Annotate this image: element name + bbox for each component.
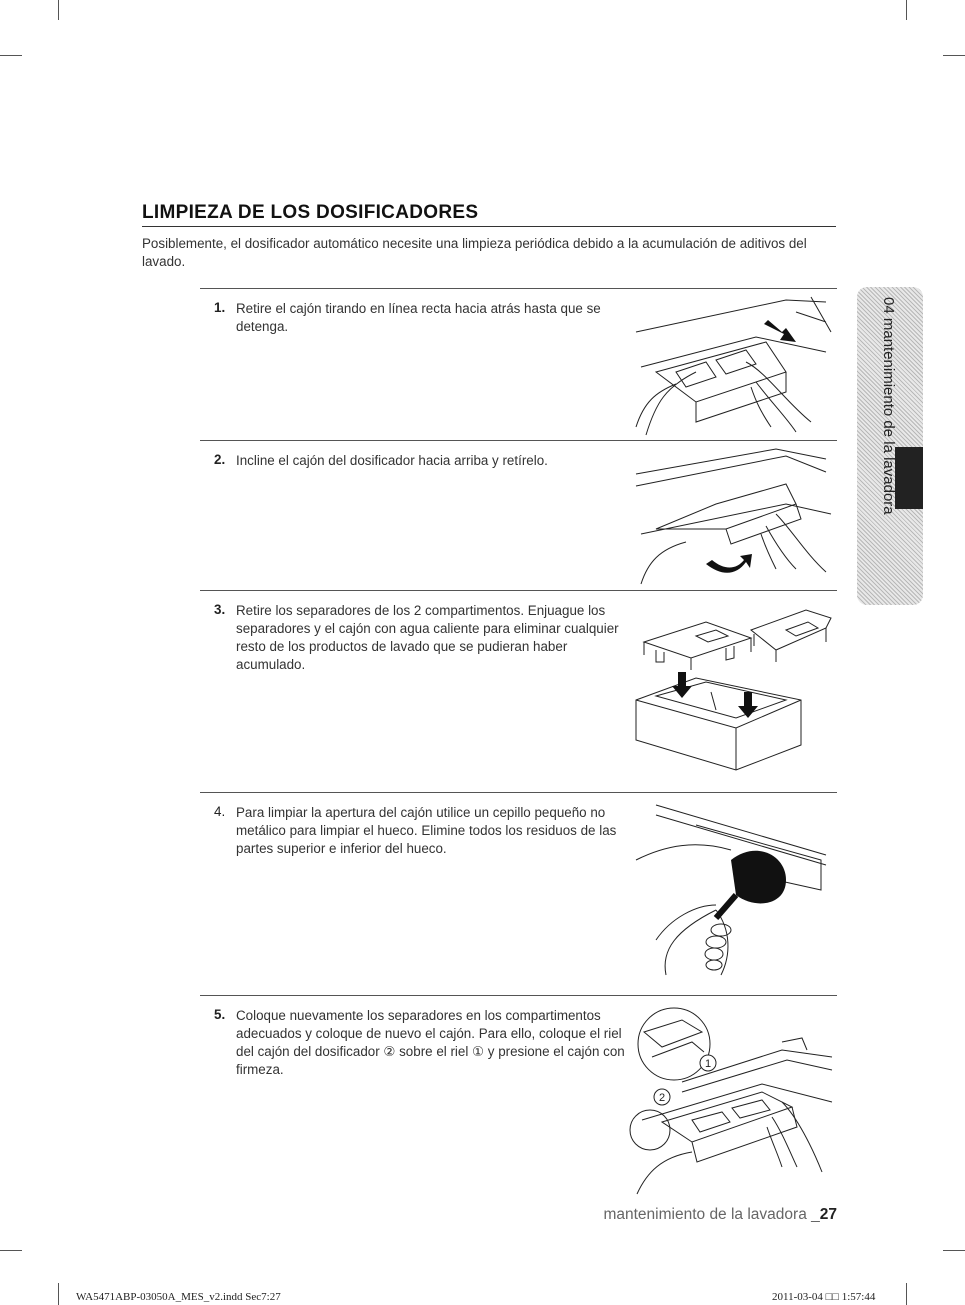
crop-mark [0,1250,22,1251]
intro-paragraph: Posiblemente, el dosificador automático necesite una limpieza periódica debido a la acumulación de aditivos del lavado. [142,236,807,269]
step-text: Retire los separadores de los 2 compartimentos. Enjuague los separadores y el cajón con agua caliente para eliminar cualquier resto de los productos de lavado que se pudieran haber acumulado. [236,603,619,672]
crop-mark [906,0,907,20]
step-text: Retire el cajón tirando en línea recta hacia atrás hasta que se detenga. [236,301,601,334]
step-number: 5. [214,1007,226,1022]
crop-mark [943,55,965,56]
drawer-tilt-illustration [636,444,836,589]
chapter-side-tab [857,287,923,605]
page-title: LIMPIEZA DE LOS DOSIFICADORES [142,202,836,227]
step-divider [200,792,837,793]
page-number: 27 [819,1206,837,1223]
page-footer [560,1206,837,1224]
step-number: 2. [214,452,226,467]
step-number: 4. [214,804,226,819]
step-number: 3. [214,602,226,617]
crop-mark [58,0,59,20]
print-slug-right: 2011-03-04 □□ 1:57:44 [772,1291,876,1303]
step-divider [200,995,837,996]
callout-two: 2 [658,1092,666,1104]
step-text: Coloque nuevamente los separadores en los compartimentos adecuados y coloque de nuevo el cajón. Para ello, coloque el riel del cajón del dosificador ② sobre el riel ① y presione el cajón con firmeza. [236,1008,625,1077]
print-slug-left: WA5471ABP-03050A_MES_v2.indd Sec7:27 [76,1291,281,1303]
crop-mark [0,55,22,56]
step-divider [200,440,837,441]
drawer-pull-illustration [636,292,836,437]
step-text: Incline el cajón del dosificador hacia arriba y retírelo. [236,453,548,468]
step-number: 1. [214,300,226,315]
drawer-reinsert-illustration [622,1002,837,1194]
crop-mark [943,1250,965,1251]
tab-marker [895,447,923,509]
callout-one: 1 [704,1058,712,1070]
crop-mark [58,1283,59,1305]
chapter-tab-label: 04 mantenimiento de la lavadora [880,297,897,515]
footer-section-label: mantenimiento de la lavadora _ [603,1206,820,1223]
step-divider [200,288,837,289]
separators-illustration [636,600,836,778]
step-divider [200,590,837,591]
crop-mark [906,1283,907,1305]
brush-cleaning-illustration [636,800,836,985]
step-text: Para limpiar la apertura del cajón utilice un cepillo pequeño no metálico para limpiar el hueco. Elimine todos los residuos de las partes superior e inferior del hueco. [236,805,617,856]
